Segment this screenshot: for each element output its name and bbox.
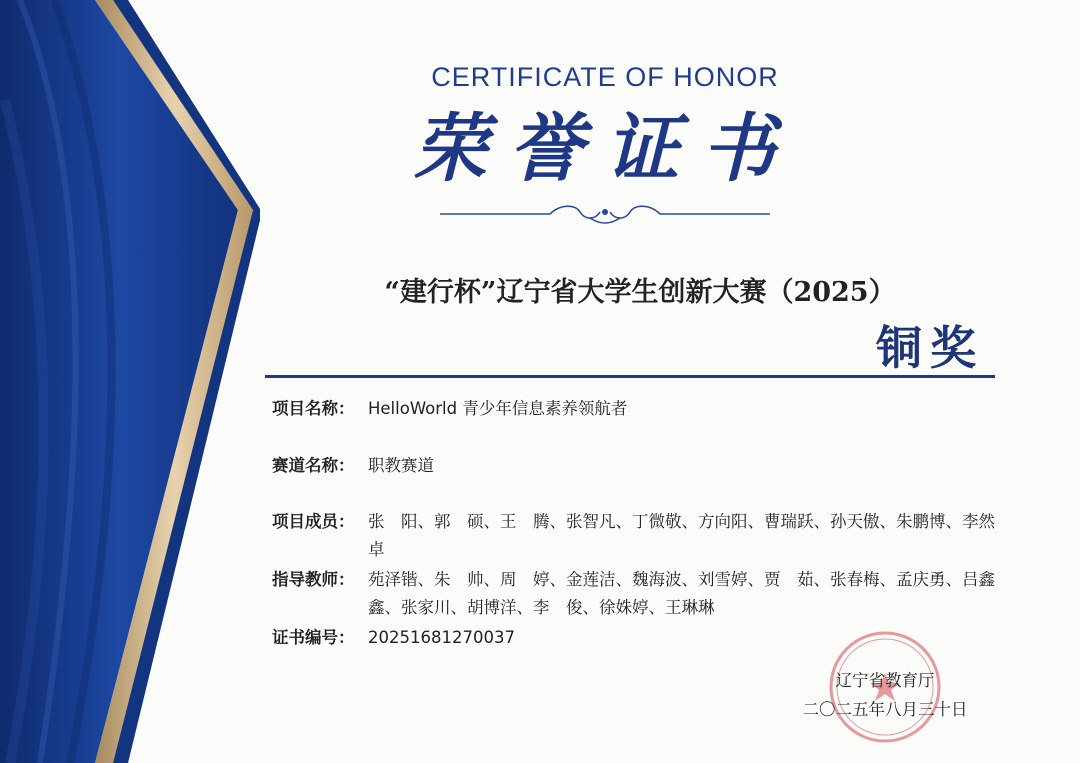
- certificate-no-value: 20251681270037: [368, 628, 515, 647]
- issue-date: 二〇二五年八月三十日: [802, 700, 968, 719]
- track-label: 赛道名称：: [272, 456, 355, 475]
- advisors-label: 指导教师：: [272, 570, 355, 589]
- members-row: [272, 508, 1008, 564]
- award-level: 铜奖: [876, 321, 984, 375]
- members-value: 张 阳、郭 硕、王 腾、张智凡、丁微敬、方向阳、曹瑞跃、孙天傲、朱鹏博、李然卓: [368, 512, 995, 559]
- certificate-no-label: 证书编号：: [272, 628, 355, 647]
- track-row: [272, 452, 1008, 480]
- curtain-decoration: [0, 0, 260, 763]
- competition-title: “建行杯”辽宁省大学生创新大赛（2025）: [384, 277, 896, 308]
- project-name-row: [272, 395, 1008, 423]
- members-label: 项目成员：: [272, 512, 355, 531]
- issuer: 辽宁省教育厅: [835, 671, 935, 690]
- divider-line: [265, 375, 995, 378]
- flourish-ornament: [440, 200, 770, 230]
- certificate-title-en: CERTIFICATE OF HONOR: [431, 62, 779, 92]
- project-name-label: 项目名称：: [272, 399, 355, 418]
- project-name-value: HelloWorld 青少年信息素养领航者: [368, 399, 628, 418]
- track-value: 职教赛道: [368, 456, 434, 475]
- advisors-value: 苑泽锴、朱 帅、周 婷、金莲洁、魏海波、刘雪婷、贾 茹、张春梅、孟庆勇、吕鑫鑫、张家川、胡博洋、李 俊、徐姝婷、王琳琳: [368, 570, 995, 617]
- advisors-row: [272, 566, 1008, 622]
- certificate-title-cn: 荣誉证书: [413, 106, 797, 192]
